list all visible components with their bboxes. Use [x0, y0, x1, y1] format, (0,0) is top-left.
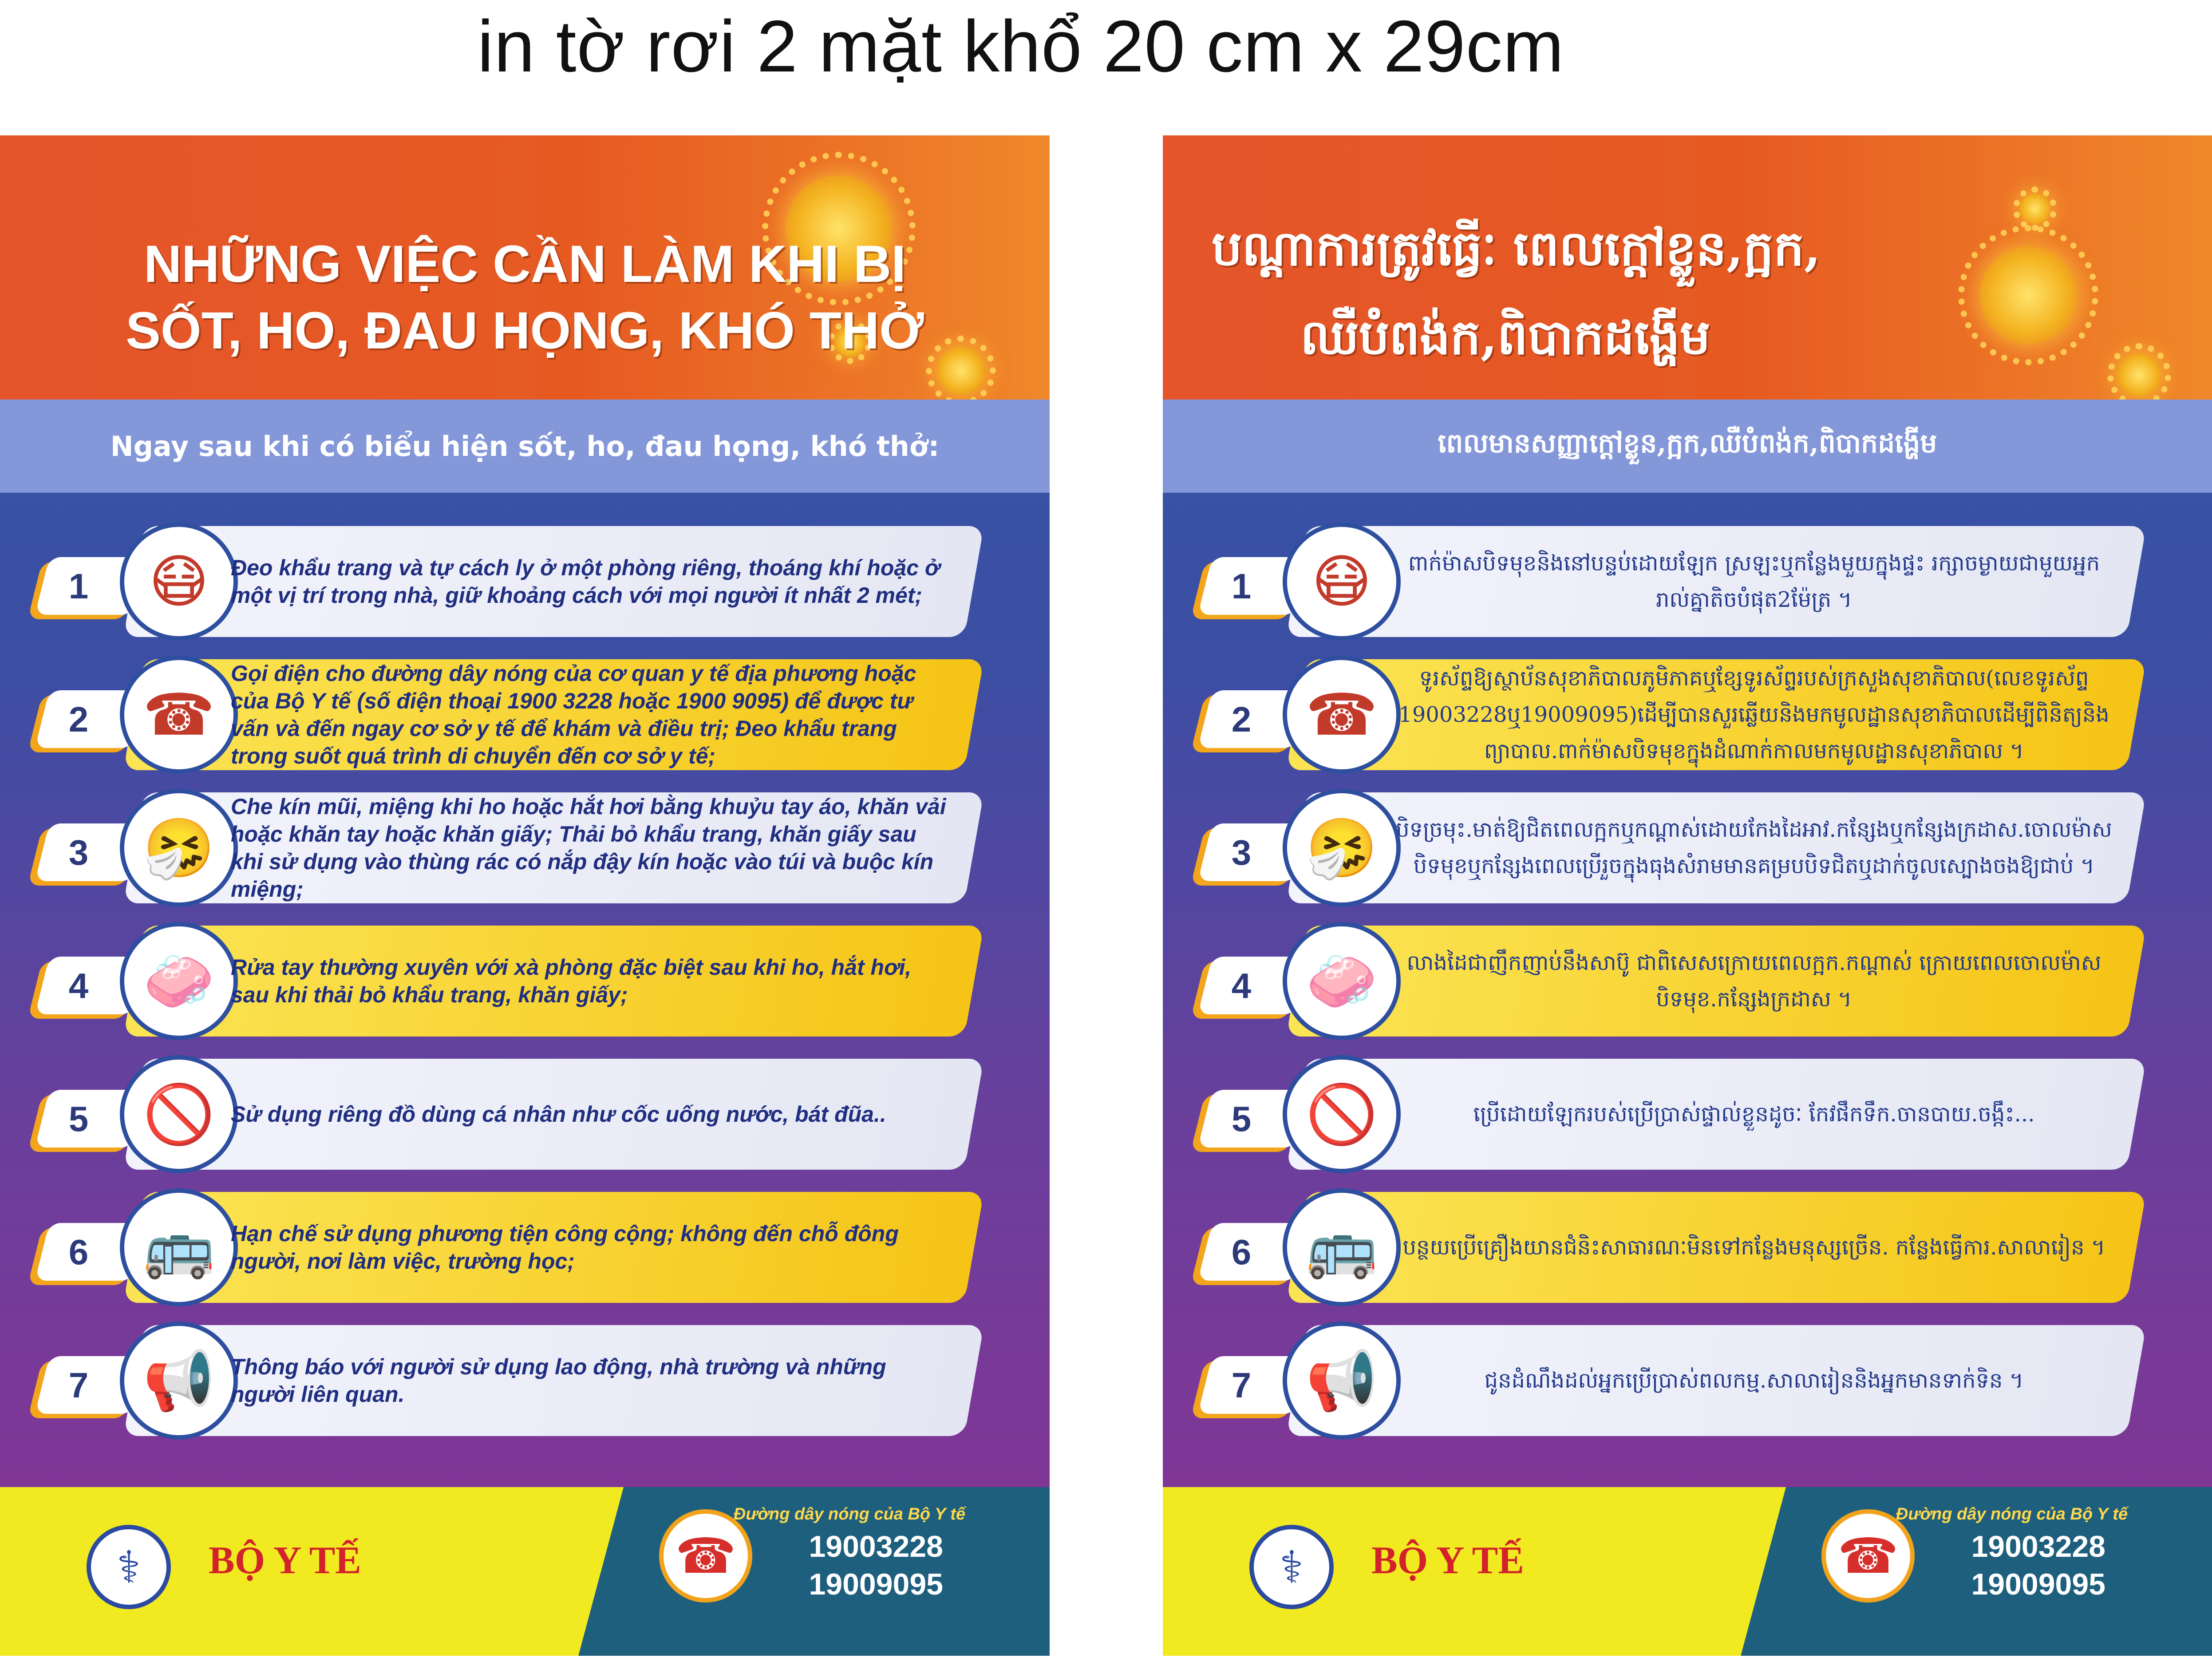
step-number: 4: [68, 966, 89, 1005]
step-row: [0, 526, 1050, 637]
step-number: 1: [1231, 566, 1252, 606]
sneeze-tissue-icon: 🤧: [120, 789, 238, 907]
poster-footer: [0, 1487, 1050, 1656]
step-text: ជូនដំណឹងដល់អ្នកប្រើប្រាស់ពលកម្ម.សាលារៀននិងអ្នកមានទាក់ទិន ។: [1484, 1368, 2024, 1393]
poster-header: [1163, 135, 2212, 400]
hotline-number-1: 19003228: [809, 1530, 943, 1563]
poster-subtitle-bar: [1163, 400, 2212, 493]
step-row: [1163, 1325, 2212, 1436]
poster-header: [0, 135, 1050, 400]
step-row: [1163, 659, 2212, 770]
step-text: ពាក់ម៉ាសបិទមុខនិងនៅបន្ទប់ដោយឡែក ស្រឡះឬកន្លែងមួយក្នុងផ្ទះ រក្សាចម្ងាយជាមួយអ្នករាល់គ្នាតិចបំផុត2ម៉ែត្រ ។: [1408, 551, 2100, 612]
step-text: Rửa tay thường xuyên với xà phòng đặc biệt sau khi ho, hắt hơi, sau khi thải bỏ khẩu trang, khăn giấy;: [231, 955, 912, 1007]
title-line-2: ឈឺបំពង់ក,ពិបាកដង្ហើម: [1300, 309, 1710, 365]
step-number: 7: [68, 1365, 89, 1405]
step-row: [1163, 926, 2212, 1037]
step-text: លាងដៃជាញឹកញាប់នឹងសាប៊ូ ជាពិសេសក្រោយពេលក្អក.កណ្ដាស់ ក្រោយពេលចោលម៉ាសបិទមុខ.កន្សែងក្រដាស ។: [1406, 950, 2101, 1012]
hotline-label: Đường dây nóng của Bộ Y tế: [1896, 1505, 2128, 1523]
phone-icon: ☎: [659, 1509, 752, 1603]
step-number: 2: [1231, 700, 1252, 739]
hotline-number-2: 19009095: [1971, 1567, 2105, 1601]
step-text: ប្រើដោយឡែករបស់ប្រើប្រាស់ផ្ទាល់ខ្លួនដូចៈ កែវផឹកទឹក.ចានបាយ.ចង្កឹះ...: [1473, 1102, 2035, 1127]
hotline-label: Đường dây nóng của Bộ Y tế: [733, 1505, 965, 1523]
no-public-transport-icon: 🚌: [1283, 1188, 1401, 1306]
sneeze-tissue-icon: 🤧: [1283, 789, 1401, 907]
step-number: 7: [1231, 1365, 1252, 1405]
poster-vietnamese: [0, 135, 1050, 1656]
poster-title: [0, 231, 1050, 364]
hotline-phone-icon: ☎: [1283, 656, 1401, 774]
step-text: Gọi điện cho đường dây nóng của cơ quan y tế địa phương hoặc của Bộ Y tế (số điện thoại 1900 3228 hoặc 1900 9095) để được tư vấn và đến ngay cơ sở y tế để khám và điều trị; Đeo khẩu trang trong suốt quá trình di chuyển đến cơ sở y tế;: [231, 661, 916, 768]
step-number: 1: [68, 566, 89, 606]
step-number: 3: [68, 833, 89, 872]
step-row: [0, 792, 1050, 903]
step-row: [0, 1192, 1050, 1303]
no-sharing-utensils-icon: 🚫: [120, 1055, 238, 1173]
poster-khmer: [1163, 135, 2212, 1656]
no-sharing-utensils-icon: 🚫: [1283, 1055, 1401, 1173]
step-number: 6: [68, 1232, 89, 1272]
hand-washing-icon: 🧼: [1283, 922, 1401, 1040]
title-line-2: SỐT, HO, ĐAU HỌNG, KHÓ THỞ: [126, 301, 924, 360]
step-row: [1163, 1192, 2212, 1303]
step-text: បិទច្រមុះ.មាត់ឱ្យជិតពេលក្អកឬកណ្ដាស់ដោយកែងដៃអាវ.កន្សែងឬកន្សែងក្រដាស.ចោលម៉ាសបិទមុខឬកន្សែងពេលប្រើរួចក្នុងធុងសំរាមមានគម្របបិទជិតឬដាក់ចូលស្បោងចងឱ្យជាប់ ។: [1396, 817, 2112, 878]
poster-subtitle-bar: [0, 400, 1050, 493]
no-public-transport-icon: 🚌: [120, 1188, 238, 1306]
step-text: ទូរស័ព្ទឱ្យស្ថាប័នសុខាភិបាលភូមិភាគឬខ្សែទូរស័ព្ទរបស់ក្រសួងសុខាភិបាល(លេខទូរស័ព្ទ 19003228ឬ19009095)ដើម្បីបានសួរឆ្លើយនិងមកមូលដ្ឋានសុខាភិបាលដើម្បីពិនិត្យនិងព្យាបាល.ពាក់ម៉ាសបិទមុខក្នុងដំណាក់កាលមកមូលដ្ឋានសុខាភិបាល ។: [1398, 666, 2109, 764]
megaphone-icon: 📢: [120, 1322, 238, 1440]
step-text: Sử dụng riêng đồ dùng cá nhân như cốc uống nước, bát đũa..: [231, 1102, 886, 1127]
poster-subtitle: ពេលមានសញ្ញាក្ដៅខ្លួន,ក្អក,ឈឺបំពង់ក,ពិបាកដង្ហើម: [1438, 428, 1937, 459]
step-number: 2: [68, 700, 89, 739]
hand-washing-icon: 🧼: [120, 922, 238, 1040]
step-text: Che kín mũi, miệng khi ho hoặc hắt hơi bằng khuỷu tay áo, khăn vải hoặc khăn tay hoặc khăn giấy; Thải bỏ khẩu trang, khăn giấy sau khi sử dụng vào thùng rác có nắp đậy kín hoặc vào túi và buộc kín miệng;: [231, 794, 946, 902]
poster-footer: [1163, 1487, 2212, 1656]
face-mask-icon: 😷: [120, 522, 238, 641]
step-row: [0, 926, 1050, 1037]
megaphone-icon: 📢: [1283, 1322, 1401, 1440]
step-row: [1163, 526, 2212, 637]
step-text: Đeo khẩu trang và tự cách ly ở một phòng riêng, thoáng khí hoặc ở một vị trí trong nhà, giữ khoảng cách với mọi người ít nhất 2 mét;: [231, 555, 940, 608]
ministry-logo-icon: ⚕: [87, 1525, 171, 1609]
hotline-number-2: 19009095: [809, 1567, 943, 1601]
step-text: បន្ថយប្រើគ្រឿងយានជំនិះសាធារណៈមិនទៅកន្លែងមនុស្សច្រើន. កន្លែងធ្វើការ.សាលារៀន ។: [1402, 1235, 2105, 1260]
poster-title: [1163, 204, 2212, 382]
print-spec-caption: in tờ rơi 2 mặt khổ 20 cm x 29cm: [477, 5, 1564, 87]
step-text: Thông báo với người sử dụng lao động, nhà trường và những người liên quan.: [231, 1354, 886, 1407]
face-mask-icon: 😷: [1283, 522, 1401, 641]
poster-subtitle: Ngay sau khi có biểu hiện sốt, ho, đau họng, khó thở:: [110, 430, 940, 463]
step-number: 5: [1231, 1099, 1252, 1139]
step-number: 3: [1231, 833, 1252, 872]
organization-name: BỘ Y TẾ: [1371, 1539, 1524, 1582]
step-number: 4: [1231, 966, 1252, 1005]
step-number: 5: [68, 1099, 89, 1139]
organization-name: BỘ Y TẾ: [209, 1539, 361, 1582]
title-line-1: បណ្ដាការត្រូវធ្វើៈ ពេលក្ដៅខ្លួន,ក្អក,: [1212, 221, 1821, 277]
step-number: 6: [1231, 1232, 1252, 1272]
title-line-1: NHỮNG VIỆC CẦN LÀM KHI BỊ: [143, 235, 906, 293]
phone-icon: ☎: [1821, 1509, 1915, 1603]
step-row: [1163, 1059, 2212, 1170]
step-row: [0, 1059, 1050, 1170]
step-row: [0, 1325, 1050, 1436]
hotline-number-1: 19003228: [1971, 1530, 2105, 1563]
ministry-logo-icon: ⚕: [1249, 1525, 1334, 1609]
hotline-phone-icon: ☎: [120, 656, 238, 774]
step-row: [0, 659, 1050, 770]
step-row: [1163, 792, 2212, 903]
step-text: Hạn chế sử dụng phương tiện công cộng; không đến chỗ đông người, nơi làm việc, trường học;: [231, 1221, 899, 1274]
